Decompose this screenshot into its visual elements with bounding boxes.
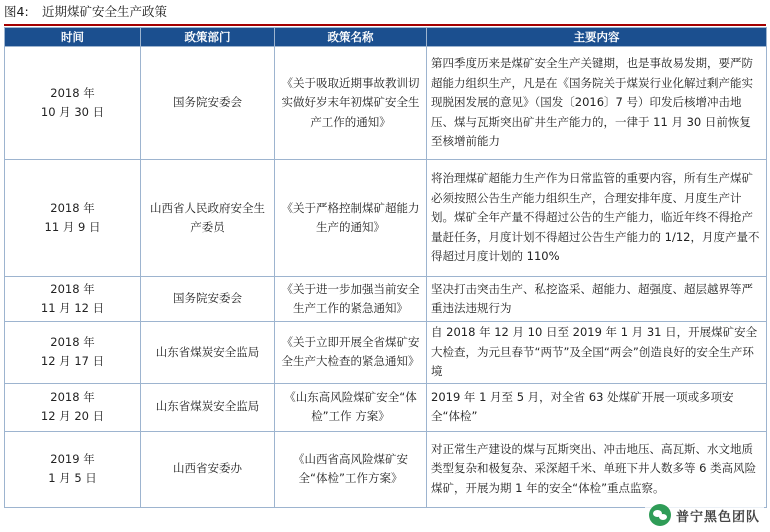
watermark xyxy=(645,502,764,528)
header-policy-name: 政策名称 xyxy=(275,28,427,47)
header-date: 时间 xyxy=(5,28,141,47)
cell-content: 自 2018 年 12 月 10 日至 2019 年 1 月 31 日，开展煤矿安全大检查，为元旦春节“两节”及全国“两会”创造良好的安全生产环境 xyxy=(427,322,767,384)
cell-department: 国务院安委会 xyxy=(141,277,275,322)
cell-content: 坚决打击突击生产、私挖盗采、超能力、超强度、超层越界等严重违法违规行为 xyxy=(427,277,767,322)
figure-caption xyxy=(4,2,167,22)
figure-title: 近期煤矿安全生产政策 xyxy=(42,4,168,19)
cell-content: 第四季度历来是煤矿安全生产关键期，也是事故易发期，要严防超能力组织生产，凡是在《国务院关于煤炭行业化解过剩产能实现脱困发展的意见》（国发〔2016〕7 号）印发后核增冲击地压、煤与瓦斯突出矿井生产能力的，一律于 11 月 30 日前恢复至核增前能力 xyxy=(427,47,767,160)
cell-department: 山西省安委办 xyxy=(141,431,275,507)
table-row xyxy=(5,160,767,277)
cell-content: 将治理煤矿超能力生产作为日常监管的重要内容，所有生产煤矿必须按照公告生产能力组织生产，合理安排年度、月度生产计划。煤矿全年产量不得超过公告的生产能力，临近年终不得抢产量赶任务，月度计划不得超过公告生产能力的 1/12，月度产量不得超过月度计划的 110% xyxy=(427,160,767,277)
cell-department: 山东省煤炭安全监局 xyxy=(141,383,275,431)
cell-date: 2018 年 11 月 12 日 xyxy=(5,277,141,322)
cell-policy: 《关于吸取近期事故教训切实做好岁末年初煤矿安全生产工作的通知》 xyxy=(275,47,427,160)
watermark-text: 普宁黑色团队 xyxy=(675,509,760,525)
cell-policy: 《山东高风险煤矿安全“体检”工作 方案》 xyxy=(275,383,427,431)
cell-date: 2018 年 11 月 9 日 xyxy=(5,160,141,277)
table-row xyxy=(5,47,767,160)
table-row xyxy=(5,277,767,322)
cell-date: 2019 年 1 月 5 日 xyxy=(5,431,141,507)
policy-table xyxy=(4,27,767,508)
table-row xyxy=(5,322,767,384)
cell-policy: 《关于进一步加强当前安全生产工作的紧急通知》 xyxy=(275,277,427,322)
cell-department: 山东省煤炭安全监局 xyxy=(141,322,275,384)
table-row xyxy=(5,431,767,507)
cell-department: 山西省人民政府安全生产委员 xyxy=(141,160,275,277)
figure-number: 图4: xyxy=(4,4,29,19)
wechat-icon xyxy=(649,504,671,526)
cell-date: 2018 年 10 月 30 日 xyxy=(5,47,141,160)
cell-policy: 《关于立即开展全省煤矿安全生产大检查的紧急通知》 xyxy=(275,322,427,384)
header-department: 政策部门 xyxy=(141,28,275,47)
cell-date: 2018 年 12 月 20 日 xyxy=(5,383,141,431)
cell-department: 国务院安委会 xyxy=(141,47,275,160)
header-main-content: 主要内容 xyxy=(427,28,767,47)
table-header-row xyxy=(5,28,767,47)
title-divider xyxy=(4,24,766,26)
cell-date: 2018 年 12 月 17 日 xyxy=(5,322,141,384)
cell-policy: 《关于严格控制煤矿超能力生产的通知》 xyxy=(275,160,427,277)
cell-content: 2019 年 1 月至 5 月，对全省 63 处煤矿开展一项或多项安全“体检” xyxy=(427,383,767,431)
cell-policy: 《山西省高风险煤矿安全“体检”工作方案》 xyxy=(275,431,427,507)
cell-content: 对正常生产建设的煤与瓦斯突出、冲击地压、高瓦斯、水文地质类型复杂和极复杂、采深超千米、单班下井人数多等 6 类高风险煤矿，开展为期 1 年的安全“体检”重点监察。 xyxy=(427,431,767,507)
table-row xyxy=(5,383,767,431)
